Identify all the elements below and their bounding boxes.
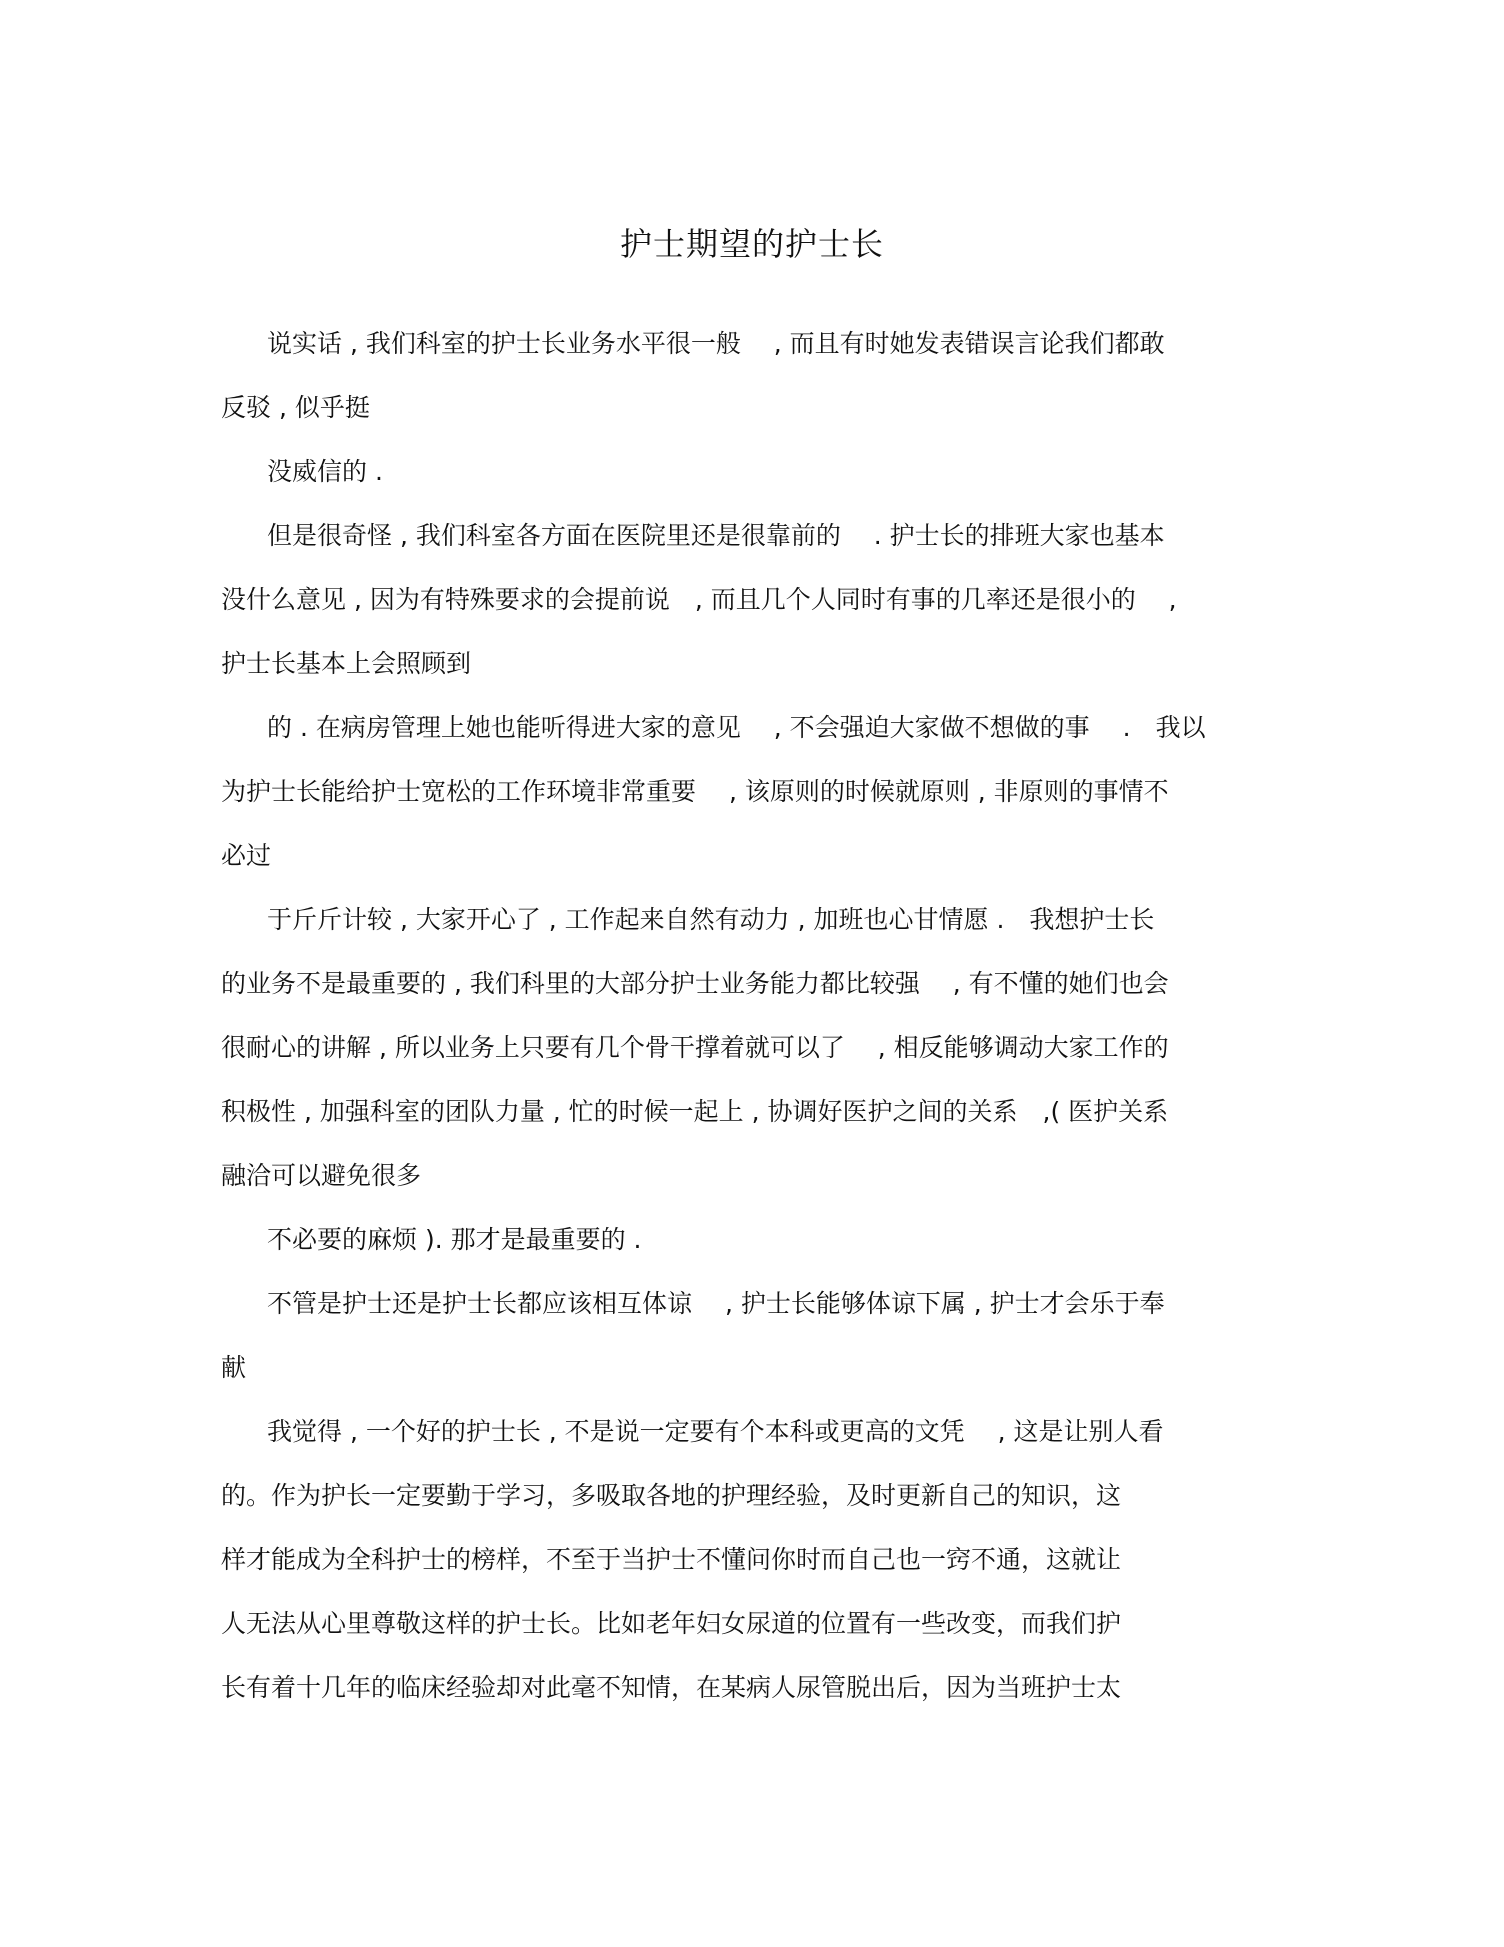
text-line-22: 长有着十几年的临床经验却对此毫不知情，在某病人尿管脱出后，因为当班护士太 — [221, 1673, 1122, 1702]
text-line-11: 的业务不是最重要的 , 我们科里的大部分护士业务能力都比较强 , 有不懂的她们也会 — [221, 969, 1169, 998]
text-line-1: 说实话 , 我们科室的护士长业务水平很一般 , 而且有时她发表错误言论我们都敢 — [267, 329, 1165, 358]
text-line-15: 不必要的麻烦 ). 那才是最重要的 . — [267, 1225, 642, 1254]
text-line-5: 没什么意见 , 因为有特殊要求的会提前说 , 而且几个人同时有事的几率还是很小的 , — [221, 585, 1177, 614]
text-line-18: 我觉得 , 一个好的护士长 , 不是说一定要有个本科或更高的文凭 , 这是让别人看 — [267, 1417, 1164, 1446]
text-line-9: 必过 — [221, 841, 272, 870]
text-line-2: 反驳 , 似乎挺 — [221, 393, 370, 422]
text-line-8: 为护士长能给护士宽松的工作环境非常重要 , 该原则的时候就原则 , 非原则的事情不 — [221, 777, 1169, 806]
text-line-4: 但是很奇怪 , 我们科室各方面在医院里还是很靠前的 . 护士长的排班大家也基本 — [267, 521, 1165, 550]
text-line-20: 样才能成为全科护士的榜样，不至于当护士不懂问你时而自己也一窍不通，这就让 — [221, 1545, 1122, 1574]
text-line-16: 不管是护士还是护士长都应该相互体谅 , 护士长能够体谅下属 , 护士才会乐于奉 — [267, 1289, 1165, 1318]
text-line-3: 没威信的 . — [267, 457, 383, 486]
text-line-13: 积极性 , 加强科室的团队力量 , 忙的时候一起上 , 协调好医护之间的关系 ,( 医护关系 — [221, 1097, 1169, 1126]
text-line-14: 融洽可以避免很多 — [221, 1161, 422, 1190]
text-line-6: 护士长基本上会照顾到 — [221, 649, 472, 678]
document-title: 护士期望的护士长 — [619, 225, 884, 263]
text-line-7: 的 . 在病房管理上她也能听得进大家的意见 , 不会强迫大家做不想做的事 . 我以 — [267, 713, 1206, 742]
text-line-21: 人无法从心里尊敬这样的护士长。比如老年妇女尿道的位置有一些改变，而我们护 — [221, 1609, 1122, 1638]
text-line-10: 于斤斤计较 , 大家开心了 , 工作起来自然有动力 , 加班也心甘情愿 . 我想护士长 — [267, 905, 1155, 934]
text-line-17: 献 — [221, 1353, 247, 1382]
text-line-12: 很耐心的讲解 , 所以业务上只要有几个骨干撑着就可以了 , 相反能够调动大家工作的 — [221, 1033, 1169, 1062]
text-line-19: 的。作为护长一定要勤于学习，多吸取各地的护理经验，及时更新自己的知识，这 — [221, 1481, 1122, 1510]
